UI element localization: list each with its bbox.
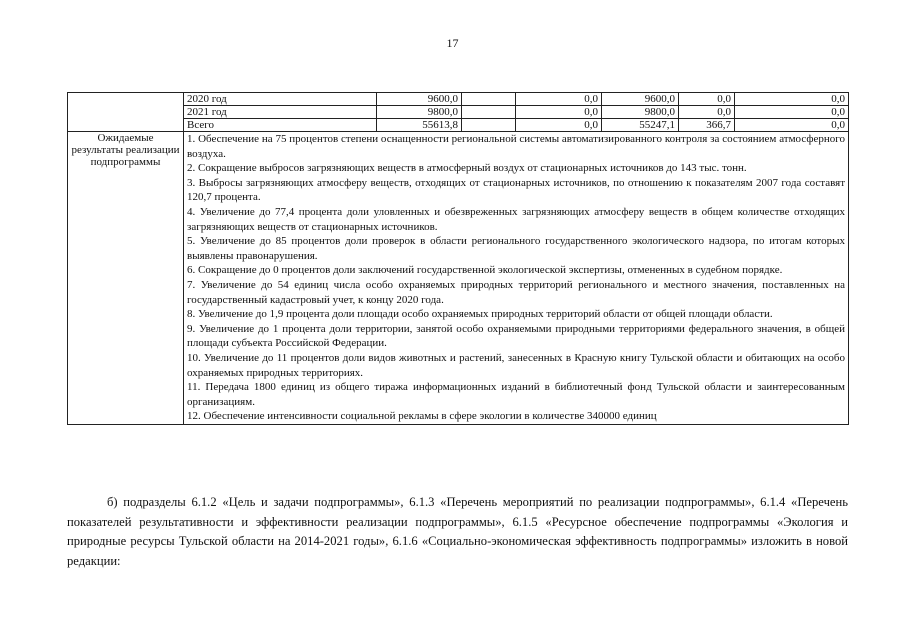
value-cell: 0,0 [735,106,849,119]
empty-cell [68,93,184,132]
list-item: 7. Увеличение до 54 единиц числа особо охраняемых природных территорий регионального и местного значения, поставленных на государственный кадастровый учет, к концу 2020 года. [187,278,845,306]
value-cell [462,106,516,119]
value-cell: 9600,0 [377,93,462,106]
list-item: 12. Обеспечение интенсивности социальной рекламы в сфере экологии в количестве 340000 единиц [187,410,657,423]
list-item: 8. Увеличение до 1,9 процента доли площади особо охраняемых природных территорий области от общей площади области. [187,308,773,321]
list-item: 9. Увеличение до 1 процента доли территории, занятой особо охраняемыми природными территориями федерального значения, в общей площади субъекта Российской Федерации. [187,322,845,350]
value-cell: 9800,0 [377,106,462,119]
body-paragraph: б) подразделы 6.1.2 «Цель и задачи подпрограммы», 6.1.3 «Перечень мероприятий по реализации подпрограммы», 6.1.4 «Перечень показателей результативности и эффективности реализации подпрограммы», 6.1.5 «Ресурсное обеспечение подпрограммы «Экология и природные ресурсы Тульской области на 2014-2021 годы», 6.1.6 «Социально-экономическая эффективность подпрограммы» изложить в новой редакции: [67,495,848,568]
results-row [68,132,849,425]
total-label: Всего [184,119,377,132]
value-cell: 0,0 [735,93,849,106]
results-list [184,132,849,425]
value-cell: 55613,8 [377,119,462,132]
page-number: 17 [446,36,459,50]
list-item: 2. Сокращение выбросов загрязняющих веществ в атмосферный воздух от стационарных источников до 143 тыс. тонн. [187,162,747,175]
list-item: 4. Увеличение до 77,4 процента доли уловленных и обезвреженных загрязняющих атмосферу веществ в общем количестве отходящих загрязняющих веществ от стационарных источников. [187,205,845,233]
table-row [68,93,849,106]
list-item: 11. Передача 1800 единиц из общего тиража информационных изданий в библиотечный фонд Тульской области и заинтересованным организациям. [187,381,845,408]
value-cell: 0,0 [516,93,602,106]
list-item: 5. Увеличение до 85 процентов доли проверок в области регионального государственного экологического надзора, по итогам которых выявлены правонарушения. [187,235,845,262]
value-cell: 0,0 [679,106,735,119]
value-cell [462,93,516,106]
table-row [68,119,849,132]
funding-table [67,92,849,425]
value-cell: 9600,0 [602,93,679,106]
list-item: 6. Сокращение до 0 процентов доли заключений государственной экологической экспертизы, отмененных в судебном порядке. [187,264,783,277]
value-cell: 0,0 [735,119,849,132]
value-cell [462,119,516,132]
value-cell: 0,0 [679,93,735,106]
value-cell: 366,7 [679,119,735,132]
value-cell: 55247,1 [602,119,679,132]
value-cell: 0,0 [516,119,602,132]
year-label: 2021 год [184,106,377,119]
list-item: 1. Обеспечение на 75 процентов степени оснащенности региональной системы автоматизированного контроля за состоянием атмосферного воздуха. [187,133,845,160]
results-label: Ожидаемые результаты реализации подпрограммы [68,132,184,425]
list-item: 10. Увеличение до 11 процентов доли видов животных и растений, занесенных в Красную книгу Тульской области и обитающих на особо охраняемых природных территориях. [187,351,845,379]
list-item: 3. Выбросы загрязняющих атмосферу веществ, отходящих от стационарных источников, по отношению к показателям 2007 года составят 120,7 процента. [187,176,845,204]
table-row [68,106,849,119]
year-label: 2020 год [184,93,377,106]
value-cell: 0,0 [516,106,602,119]
value-cell: 9800,0 [602,106,679,119]
